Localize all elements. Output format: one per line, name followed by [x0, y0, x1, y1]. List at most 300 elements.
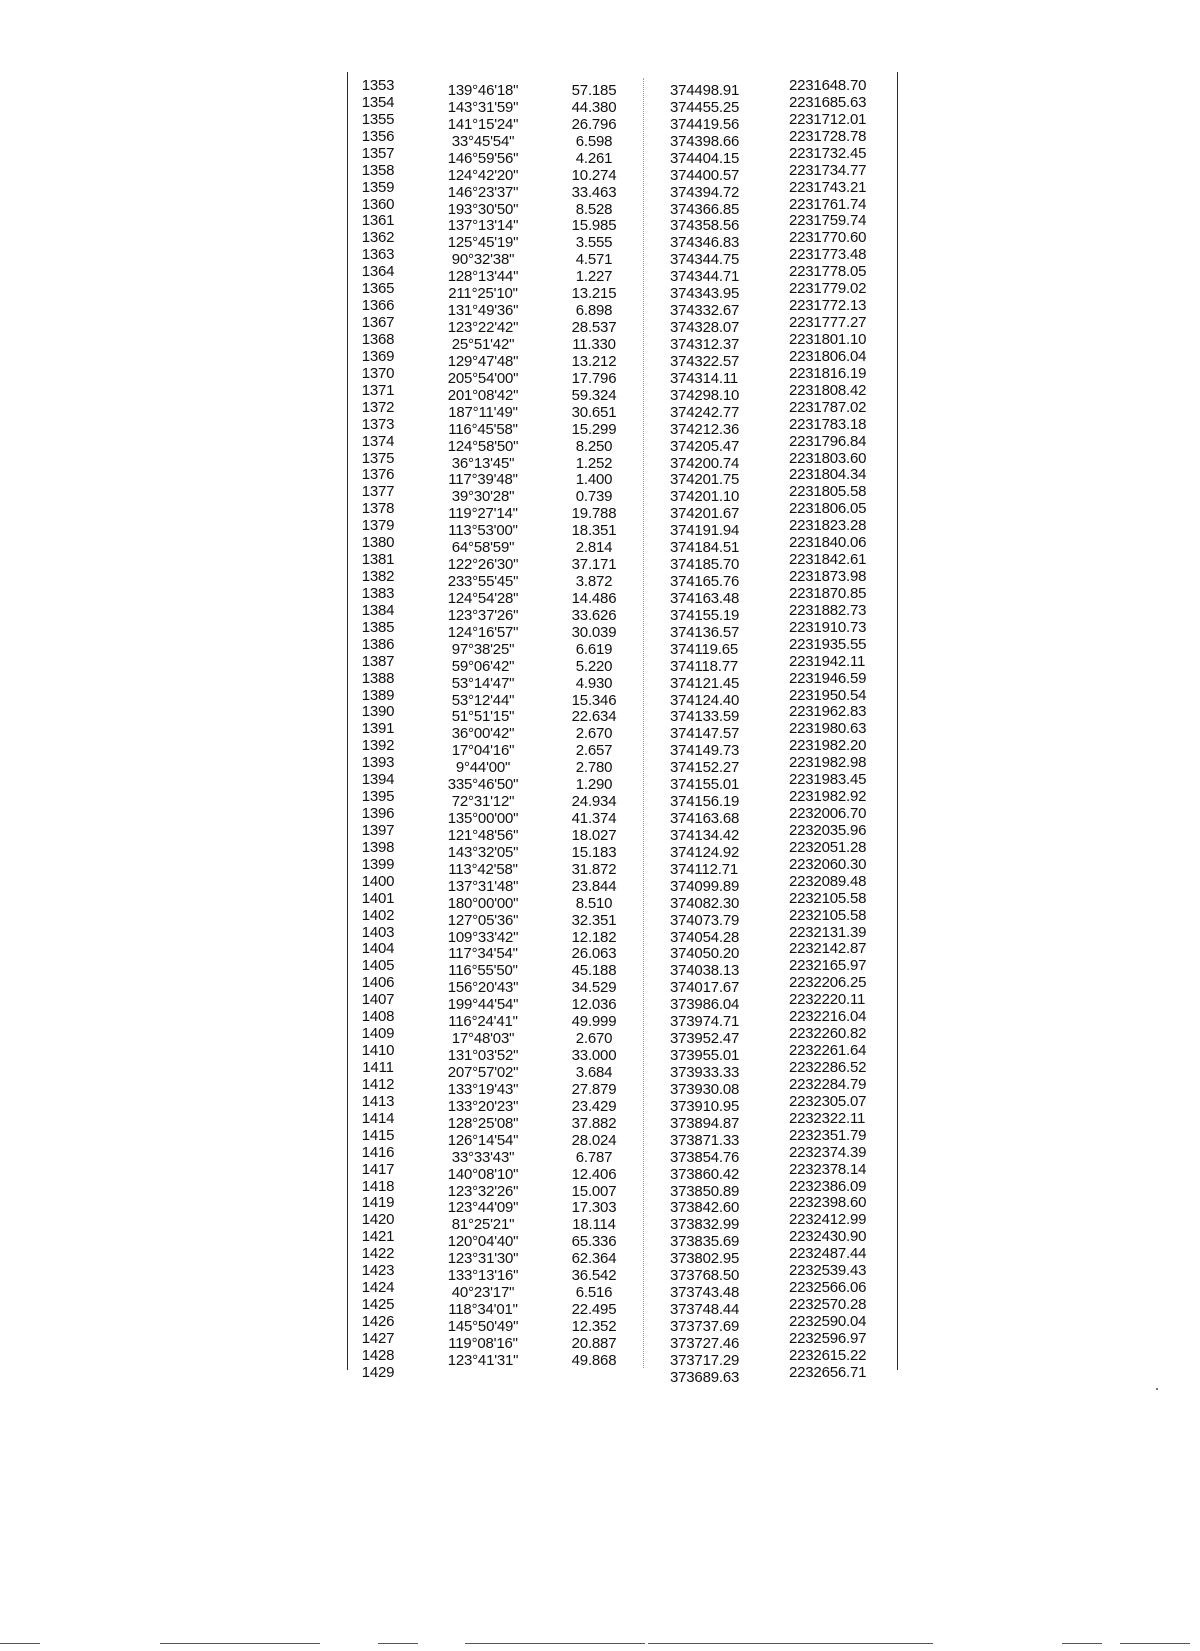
- point-id: 1356: [361, 127, 395, 145]
- x-coordinate: 374201.67: [670, 505, 740, 523]
- angle-value: 199°44'54": [447, 996, 519, 1014]
- y-coordinate: 2231783.18: [789, 415, 867, 433]
- point-id: 1355: [361, 110, 395, 128]
- distance-value: 30.039: [571, 623, 617, 641]
- y-coordinate: 2231942.11: [789, 652, 866, 670]
- distance-value: 12.406: [571, 1165, 617, 1183]
- point-id: 1370: [361, 364, 395, 382]
- angle-value: 53°14'47": [451, 674, 515, 692]
- angle-value: 233°55'45": [447, 573, 519, 590]
- point-id: 1427: [361, 1329, 395, 1347]
- distance-value: 2.670: [575, 725, 613, 743]
- angle-value: 135°00'00": [447, 810, 519, 827]
- point-id: 1411: [362, 1058, 394, 1076]
- y-coordinate: 2231840.06: [789, 534, 867, 552]
- x-coordinate: 374498.91: [670, 82, 740, 99]
- y-coordinate: 2232430.90: [789, 1228, 867, 1246]
- x-coordinate: 374394.72: [670, 183, 740, 201]
- distance-value: 17.796: [571, 369, 617, 387]
- point-id: 1428: [361, 1346, 395, 1364]
- distance-value: 20.887: [571, 1334, 617, 1352]
- point-id: 1417: [361, 1160, 395, 1178]
- angle-value: 146°59'56": [447, 149, 519, 167]
- y-coordinate: 2231962.83: [789, 703, 867, 721]
- distance-value: 33.000: [571, 1047, 617, 1064]
- y-coordinate: 2232131.39: [789, 923, 867, 941]
- x-coordinate: 374163.68: [670, 810, 740, 827]
- point-id: 1406: [361, 974, 395, 992]
- y-coordinate: 2232165.97: [789, 957, 867, 975]
- distance-value: 24.934: [571, 793, 617, 811]
- distance-value: 26.063: [571, 945, 617, 963]
- y-coordinate: 2231882.73: [789, 601, 867, 619]
- point-id: 1392: [361, 737, 395, 755]
- distance-value: 6.598: [575, 132, 613, 150]
- angle-value: 123°32'26": [447, 1182, 519, 1200]
- x-coordinate: 374366.85: [670, 200, 740, 218]
- y-coordinate: 2232539.43: [789, 1262, 867, 1280]
- x-coordinate: 374398.66: [670, 132, 740, 150]
- y-coordinate: 2231778.05: [789, 263, 867, 281]
- angle-value: 53°12'44": [451, 691, 515, 709]
- point-id: 1391: [361, 720, 395, 738]
- angle-value: 139°46'18": [447, 82, 519, 99]
- angle-value: 193°30'50": [447, 200, 519, 218]
- point-id: 1419: [361, 1194, 395, 1212]
- angle-value: 119°27'14": [448, 505, 518, 523]
- point-id: 1381: [361, 551, 395, 568]
- x-coordinate: 374134.42: [670, 826, 740, 844]
- angle-value: 140°08'10": [447, 1165, 519, 1183]
- x-coordinate: 374400.57: [670, 166, 740, 184]
- y-coordinate: 2232398.60: [789, 1194, 867, 1212]
- angle-value: 124°42'20": [447, 166, 519, 184]
- y-coordinate: 2232590.04: [789, 1312, 867, 1330]
- distance-value: 2.670: [575, 1030, 613, 1048]
- y-coordinate: 2231773.48: [789, 246, 867, 264]
- y-coordinate: 2231935.55: [789, 635, 867, 653]
- angle-value: 123°31'30": [447, 1250, 519, 1268]
- x-coordinate: 373930.08: [670, 1080, 740, 1098]
- y-coordinate: 2231870.85: [789, 584, 867, 602]
- angle-value: 116°45'58": [448, 420, 518, 438]
- point-id: 1398: [361, 838, 395, 856]
- bottom-rule: [648, 1643, 933, 1644]
- angle-value: 81°25'21": [451, 1216, 515, 1234]
- angle-value: 59°06'42": [451, 657, 515, 675]
- point-id: 1365: [361, 280, 395, 298]
- x-coordinate: 374419.56: [670, 115, 740, 133]
- point-id: 1415: [361, 1126, 395, 1144]
- distance-value: 59.324: [571, 386, 617, 404]
- x-coordinate: 373842.60: [670, 1199, 740, 1217]
- distance-value: 6.619: [575, 640, 613, 658]
- y-coordinate: 2232105.58: [789, 906, 867, 924]
- distance-value: 12.182: [571, 928, 617, 946]
- x-coordinate: 374156.19: [670, 793, 740, 811]
- x-coordinate: 374212.36: [670, 420, 740, 438]
- point-id: 1360: [361, 195, 395, 213]
- x-coordinate: 373748.44: [670, 1301, 740, 1318]
- x-coordinate: 374205.47: [670, 437, 740, 455]
- point-id: 1416: [361, 1143, 395, 1161]
- angle-value: 113°42'58": [448, 860, 518, 878]
- point-id: 1390: [361, 703, 395, 721]
- angle-value: 201°08'42": [447, 386, 519, 404]
- angle-value: 137°31'48": [447, 877, 519, 895]
- distance-value: 49.868: [571, 1351, 617, 1369]
- y-coordinate: 2231806.04: [789, 347, 867, 365]
- point-id: 1358: [361, 161, 395, 179]
- point-id: 1423: [361, 1262, 395, 1280]
- angle-value: 116°55'50": [448, 962, 518, 980]
- scan-speck: [1156, 1388, 1158, 1390]
- point-id: 1354: [361, 93, 395, 111]
- x-coordinate: 374201.10: [670, 488, 740, 506]
- y-coordinate: 2232260.82: [789, 1025, 867, 1043]
- distance-value: 1.400: [575, 471, 613, 489]
- angle-value: 180°00'00": [447, 894, 519, 912]
- angle-value: 335°46'50": [447, 776, 519, 794]
- x-coordinate: 374136.57: [670, 623, 740, 641]
- angle-value: 146°23'37": [447, 183, 519, 201]
- angle-value: 124°16'57": [447, 623, 519, 641]
- bottom-rule: [1120, 1643, 1190, 1644]
- distance-value: 26.796: [571, 115, 617, 133]
- angle-value: 119°08'16": [448, 1334, 518, 1352]
- x-coordinate: 374017.67: [670, 979, 740, 997]
- distance-value: 36.542: [571, 1267, 617, 1285]
- angle-value: 33°33'43": [451, 1148, 515, 1166]
- distance-value: 34.529: [571, 979, 617, 997]
- x-coordinate: 373832.99: [670, 1216, 740, 1234]
- y-coordinate: 2232261.64: [789, 1042, 867, 1059]
- y-coordinate: 2231772.13: [789, 297, 867, 315]
- point-id: 1379: [361, 517, 395, 535]
- y-coordinate: 2232566.06: [789, 1279, 867, 1296]
- distance-value: 4.261: [575, 149, 613, 167]
- x-coordinate: 374312.37: [670, 335, 740, 353]
- angle-value: 36°13'45": [451, 454, 515, 472]
- point-id: 1421: [361, 1228, 395, 1246]
- distance-value: 0.739: [575, 488, 613, 506]
- point-id: 1363: [361, 246, 395, 264]
- y-coordinate: 2231806.05: [789, 500, 867, 518]
- y-coordinate: 2231732.45: [789, 144, 867, 162]
- y-coordinate: 2231761.74: [789, 195, 867, 213]
- x-coordinate: 374184.51: [670, 539, 740, 557]
- point-id: 1408: [361, 1008, 395, 1026]
- x-coordinate: 374358.56: [670, 217, 740, 235]
- angle-value: 64°58'59": [451, 539, 515, 557]
- x-coordinate: 374314.11: [670, 369, 738, 387]
- distance-value: 3.684: [575, 1063, 613, 1081]
- point-id: 1380: [361, 534, 395, 552]
- angle-value: 128°13'44": [447, 268, 519, 286]
- point-id: 1402: [361, 906, 395, 924]
- y-coordinate: 2231980.63: [789, 720, 867, 738]
- distance-value: 6.787: [575, 1148, 613, 1166]
- point-id: 1420: [361, 1211, 395, 1229]
- point-id: 1368: [361, 330, 395, 348]
- y-coordinate: 2231685.63: [789, 93, 867, 111]
- point-id: 1396: [361, 805, 395, 822]
- point-id: 1373: [361, 415, 395, 433]
- x-coordinate: 374119.65: [670, 640, 738, 658]
- point-id: 1369: [361, 347, 395, 365]
- distance-value: 22.634: [571, 708, 617, 726]
- y-coordinate: 2232286.52: [789, 1058, 867, 1076]
- distance-value: 23.429: [571, 1097, 617, 1115]
- angle-value: 33°45'54": [451, 132, 515, 150]
- distance-value: 15.299: [571, 420, 617, 438]
- angle-value: 145°50'49": [447, 1317, 519, 1335]
- point-id: 1364: [361, 263, 395, 281]
- bottom-rule: [378, 1643, 418, 1644]
- x-coordinate: 373802.95: [670, 1250, 740, 1268]
- x-coordinate: 374038.13: [670, 962, 740, 980]
- x-coordinate: 374112.71: [670, 860, 738, 878]
- x-coordinate: 373894.87: [670, 1114, 740, 1132]
- angle-value: 117°39'48": [448, 471, 518, 489]
- y-coordinate: 2232351.79: [789, 1126, 867, 1144]
- point-id: 1399: [361, 855, 395, 873]
- distance-value: 1.227: [575, 268, 613, 286]
- angle-value: 17°04'16": [451, 742, 515, 760]
- y-coordinate: 2231842.61: [789, 551, 867, 568]
- point-id: 1414: [361, 1109, 395, 1127]
- point-id: 1386: [361, 635, 395, 653]
- y-coordinate: 2232142.87: [789, 940, 867, 958]
- angle-value: 9°44'00": [455, 759, 511, 777]
- angle-value: 123°37'26": [447, 606, 519, 624]
- point-id: 1388: [361, 669, 395, 687]
- y-coordinate: 2231946.59: [789, 669, 867, 687]
- distance-value: 13.212: [571, 352, 617, 370]
- distance-value: 15.985: [571, 217, 617, 235]
- y-coordinate: 2231743.21: [789, 178, 867, 196]
- x-coordinate: 373910.95: [670, 1097, 740, 1115]
- y-coordinate: 2231873.98: [789, 568, 867, 585]
- point-id: 1424: [361, 1279, 395, 1296]
- y-coordinate: 2232105.58: [789, 889, 867, 907]
- angle-value: 113°53'00": [448, 522, 518, 540]
- distance-value: 23.844: [571, 877, 617, 895]
- y-coordinate: 2232060.30: [789, 855, 867, 873]
- angle-value: 211°25'10": [448, 285, 518, 303]
- x-coordinate: 373986.04: [670, 996, 740, 1014]
- y-coordinate: 2232322.11: [789, 1109, 866, 1127]
- x-coordinate: 374242.77: [670, 403, 740, 421]
- point-id: 1418: [361, 1177, 395, 1195]
- y-coordinate: 2231779.02: [789, 280, 867, 298]
- x-coordinate: 373768.50: [670, 1267, 740, 1285]
- distance-value: 8.528: [575, 200, 613, 218]
- angle-value: 131°49'36": [447, 302, 519, 320]
- y-coordinate: 2231787.02: [789, 398, 867, 416]
- point-id: 1393: [361, 754, 395, 772]
- y-coordinate: 2231648.70: [789, 77, 867, 94]
- y-coordinate: 2232284.79: [789, 1075, 867, 1093]
- angle-value: 123°22'42": [447, 319, 519, 336]
- angle-value: 143°32'05": [447, 843, 519, 861]
- distance-value: 12.352: [571, 1317, 617, 1335]
- y-coordinate: 2232374.39: [789, 1143, 867, 1161]
- distance-value: 28.537: [571, 319, 617, 336]
- point-id: 1409: [361, 1025, 395, 1043]
- point-id: 1377: [361, 483, 395, 501]
- y-coordinate: 2231982.20: [789, 737, 867, 755]
- angle-value: 133°20'23": [447, 1097, 519, 1115]
- angle-value: 109°33'42": [447, 928, 519, 946]
- point-id: 1371: [361, 381, 395, 399]
- x-coordinate: 373850.89: [670, 1182, 740, 1200]
- y-coordinate: 2231950.54: [789, 686, 867, 704]
- point-id: 1378: [361, 500, 395, 518]
- point-id: 1397: [361, 821, 395, 839]
- distance-value: 1.290: [575, 776, 613, 794]
- y-coordinate: 2231808.42: [789, 381, 867, 399]
- distance-value: 18.351: [571, 522, 617, 540]
- angle-value: 141°15'24": [447, 115, 519, 133]
- y-coordinate: 2231910.73: [789, 618, 867, 636]
- bottom-rule: [0, 1643, 40, 1644]
- distance-value: 10.274: [571, 166, 617, 184]
- distance-value: 3.872: [575, 573, 613, 590]
- distance-value: 17.303: [571, 1199, 617, 1217]
- point-id: 1362: [361, 229, 395, 247]
- x-coordinate: 374163.48: [670, 589, 740, 607]
- distance-value: 28.024: [571, 1131, 617, 1149]
- x-coordinate: 374121.45: [670, 674, 740, 692]
- angle-value: 36°00'42": [451, 725, 515, 743]
- x-coordinate: 374118.77: [670, 657, 738, 675]
- point-id: 1374: [361, 432, 395, 450]
- y-coordinate: 2232006.70: [789, 805, 867, 822]
- x-coordinate: 374082.30: [670, 894, 740, 912]
- distance-value: 31.872: [571, 860, 617, 878]
- distance-value: 2.780: [575, 759, 613, 777]
- point-id: 1366: [361, 297, 395, 315]
- point-id: 1426: [361, 1312, 395, 1330]
- x-coordinate: 374455.25: [670, 98, 740, 116]
- point-id: 1403: [361, 923, 395, 941]
- angle-value: 129°47'48": [447, 352, 519, 370]
- point-id: 1383: [361, 584, 395, 602]
- x-coordinate: 374124.92: [670, 843, 740, 861]
- distance-value: 13.215: [571, 285, 617, 303]
- angle-value: 97°38'25": [451, 640, 515, 658]
- bottom-rule: [160, 1643, 320, 1644]
- distance-value: 6.516: [575, 1284, 613, 1301]
- x-coordinate: 374165.76: [670, 573, 740, 590]
- point-id: 1422: [361, 1245, 395, 1263]
- y-coordinate: 2231777.27: [789, 314, 867, 331]
- distance-value: 15.007: [571, 1182, 617, 1200]
- angle-value: 25°51'42": [451, 335, 515, 353]
- distance-value: 2.657: [575, 742, 613, 760]
- angle-value: 39°30'28": [451, 488, 515, 506]
- bottom-rule: [1062, 1643, 1102, 1644]
- x-coordinate: 373737.69: [670, 1317, 740, 1335]
- distance-value: 30.651: [571, 403, 617, 421]
- angle-value: 72°31'12": [451, 793, 515, 811]
- y-coordinate: 2232206.25: [789, 974, 867, 992]
- point-id: 1400: [361, 872, 395, 890]
- x-coordinate: 374147.57: [670, 725, 740, 743]
- angle-value: 123°44'09": [447, 1199, 519, 1217]
- distance-value: 8.510: [575, 894, 613, 912]
- distance-value: 1.252: [575, 454, 613, 472]
- distance-value: 33.463: [571, 183, 617, 201]
- x-coordinate: 374346.83: [670, 234, 740, 252]
- y-coordinate: 2231804.34: [789, 466, 867, 484]
- x-coordinate: 374332.67: [670, 302, 740, 320]
- y-coordinate: 2232386.09: [789, 1177, 867, 1195]
- angle-value: 90°32'38": [451, 251, 515, 269]
- bottom-rule: [465, 1643, 645, 1644]
- point-id: 1410: [361, 1042, 395, 1059]
- point-id: 1361: [361, 212, 395, 230]
- x-coordinate: 373860.42: [670, 1165, 740, 1183]
- point-id: 1404: [361, 940, 395, 958]
- x-coordinate: 374344.75: [670, 251, 740, 269]
- y-coordinate: 2231801.10: [789, 330, 867, 348]
- distance-value: 18.027: [571, 826, 617, 844]
- point-id: 1413: [361, 1092, 395, 1110]
- y-coordinate: 2232051.28: [789, 838, 867, 856]
- y-coordinate: 2231982.92: [789, 788, 867, 806]
- distance-value: 4.571: [575, 251, 613, 269]
- x-coordinate: 373955.01: [670, 1047, 740, 1064]
- distance-value: 45.188: [571, 962, 617, 980]
- angle-value: 40°23'17": [451, 1284, 515, 1301]
- angle-value: 127°05'36": [447, 911, 519, 929]
- y-coordinate: 2232656.71: [789, 1363, 867, 1381]
- y-coordinate: 2232216.04: [789, 1008, 867, 1026]
- point-id: 1429: [361, 1363, 395, 1381]
- angle-value: 117°34'54": [448, 945, 518, 963]
- x-coordinate: 373952.47: [670, 1030, 740, 1048]
- angle-value: 156°20'43": [447, 979, 519, 997]
- distance-value: 8.250: [575, 437, 613, 455]
- y-coordinate: 2231803.60: [789, 449, 867, 467]
- x-coordinate: 374298.10: [670, 386, 740, 404]
- angle-value: 131°03'52": [447, 1047, 519, 1064]
- y-coordinate: 2231770.60: [789, 229, 867, 247]
- x-coordinate: 373717.29: [670, 1351, 740, 1369]
- y-coordinate: 2231728.78: [789, 127, 867, 145]
- y-coordinate: 2232089.48: [789, 872, 867, 890]
- y-coordinate: 2231805.58: [789, 483, 867, 501]
- point-id: 1405: [361, 957, 395, 975]
- y-coordinate: 2231712.01: [789, 110, 867, 128]
- x-coordinate: 374185.70: [670, 556, 740, 573]
- y-coordinate: 2231734.77: [789, 161, 867, 179]
- x-coordinate: 374200.74: [670, 454, 740, 472]
- angle-value: 125°45'19": [447, 234, 519, 252]
- x-coordinate: 374322.57: [670, 352, 740, 370]
- point-id: 1394: [361, 771, 395, 789]
- point-id: 1382: [361, 568, 395, 585]
- point-id: 1376: [361, 466, 395, 484]
- x-coordinate: 374099.89: [670, 877, 740, 895]
- y-coordinate: 2232596.97: [789, 1329, 867, 1347]
- point-id: 1375: [361, 449, 395, 467]
- y-coordinate: 2232615.22: [789, 1346, 867, 1364]
- x-coordinate: 373689.63: [670, 1368, 740, 1386]
- angle-value: 128°25'08": [447, 1114, 519, 1132]
